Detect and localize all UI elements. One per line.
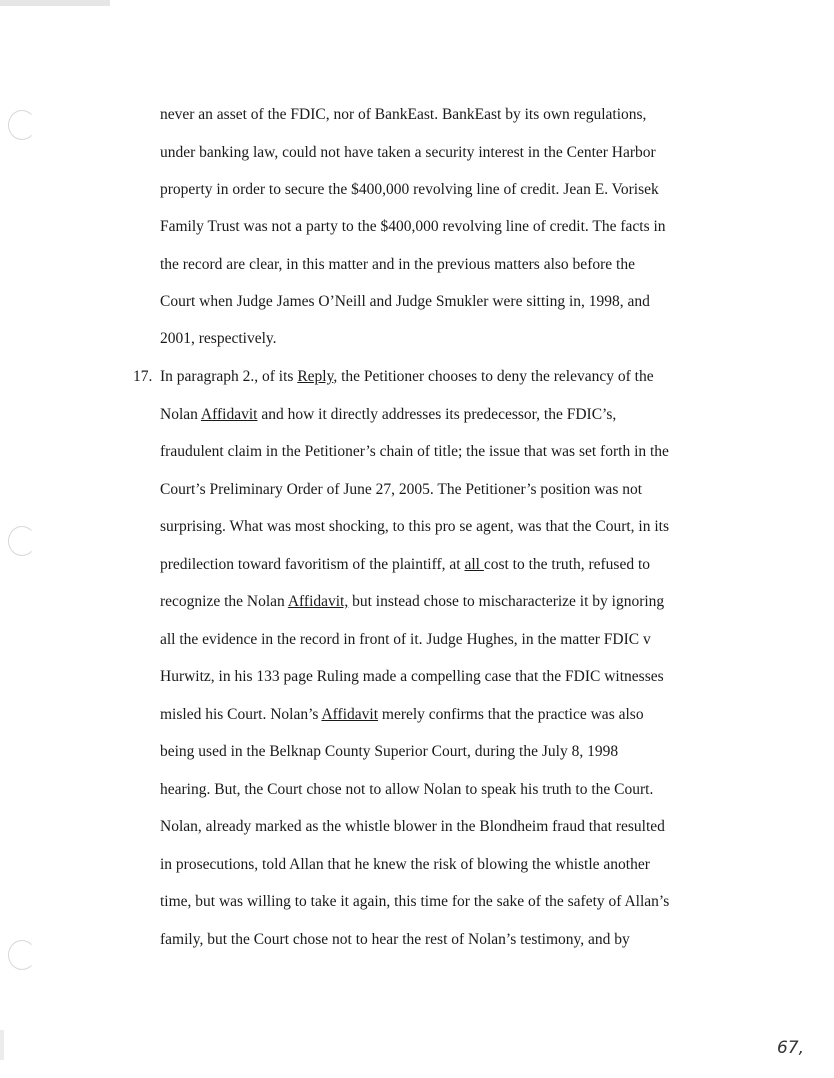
binder-hole-top	[8, 110, 36, 140]
text-line: recognize the Nolan Affidavit, but instead chose to mischaracterize it by ignoring	[160, 593, 665, 610]
text-line: Family Trust was not a party to the $400,000 revolving line of credit. The facts in	[160, 218, 666, 235]
text-line: property in order to secure the $400,000 revolving line of credit. Jean E. Vorisek	[160, 181, 659, 198]
text-line: Court when Judge James O’Neill and Judge Smukler were sitting in, 1998, and	[160, 293, 650, 310]
text-line: being used in the Belknap County Superior Court, during the July 8, 1998	[160, 743, 619, 760]
binder-hole-bottom	[8, 940, 36, 970]
text-line: Nolan Affidavit and how it directly addresses its predecessor, the FDIC’s,	[160, 406, 617, 423]
text-line: hearing. But, the Court chose not to allow Nolan to speak his truth to the Court.	[160, 781, 654, 798]
text-line: Hurwitz, in his 133 page Ruling made a compelling case that the FDIC witnesses	[160, 668, 664, 685]
underlined-term: Affidavit,	[287, 593, 349, 610]
binder-hole-middle	[8, 526, 36, 556]
underlined-term: Affidavit	[200, 406, 258, 423]
underlined-term: Affidavit	[321, 706, 379, 723]
text-line: Court’s Preliminary Order of June 27, 2005. The Petitioner’s position was not	[160, 481, 643, 498]
page-number: 67,	[776, 1038, 804, 1058]
text-line: family, but the Court chose not to hear the rest of Nolan’s testimony, and by	[160, 931, 630, 948]
text-line: Nolan, already marked as the whistle blower in the Blondheim fraud that resulted	[160, 818, 665, 835]
text-line: predilection toward favoritism of the plaintiff, at all cost to the truth, refused to	[160, 556, 650, 573]
scan-artifact-top	[0, 0, 110, 6]
text-line: surprising. What was most shocking, to this pro se agent, was that the Court, in its	[160, 518, 670, 535]
scan-artifact-bottom	[0, 1030, 4, 1060]
underlined-term: Reply	[297, 368, 334, 385]
text-line: under banking law, could not have taken a security interest in the Center Harbor	[160, 144, 656, 161]
text-line: In paragraph 2., of its Reply, the Petitioner chooses to deny the relevancy of the	[160, 368, 654, 385]
paragraph-number: 17.	[133, 368, 153, 385]
text-line: fraudulent claim in the Petitioner’s chain of title; the issue that was set forth in the	[160, 443, 669, 460]
text-line: never an asset of the FDIC, nor of BankEast. BankEast by its own regulations,	[160, 106, 647, 123]
text-line: time, but was willing to take it again, this time for the sake of the safety of Allan’s	[160, 893, 670, 910]
text-line: the record are clear, in this matter and in the previous matters also before the	[160, 256, 635, 273]
text-line: 2001, respectively.	[160, 330, 277, 347]
underlined-term: all	[464, 556, 484, 573]
text-line: in prosecutions, told Allan that he knew the risk of blowing the whistle another	[160, 856, 650, 873]
text-line: all the evidence in the record in front of it. Judge Hughes, in the matter FDIC v	[160, 631, 651, 648]
text-line: misled his Court. Nolan’s Affidavit merely confirms that the practice was also	[160, 706, 644, 723]
